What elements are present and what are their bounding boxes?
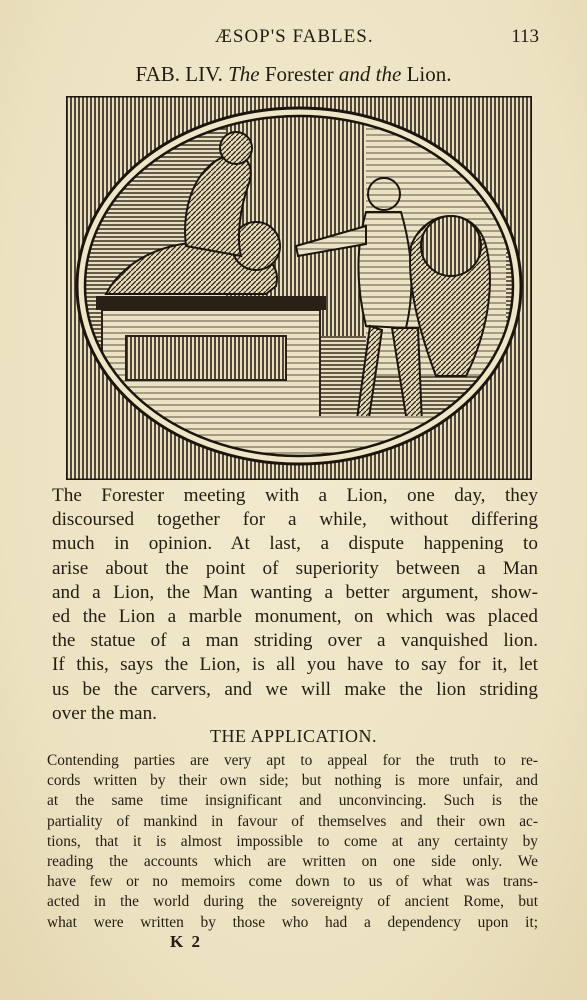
- application-line: Contending parties are very apt to appeal for the truth to re-: [47, 752, 538, 769]
- application-line: partiality of mankind in favour of themselves and their own ac-: [47, 812, 538, 830]
- body-line: us be the carvers, and we will make the lion striding: [52, 678, 538, 700]
- body-line: arise about the point of superiority between a Man: [52, 557, 538, 579]
- fable-title-the: The: [228, 62, 260, 86]
- application-line: tions, that it is almost impossible to come at any certainty by: [47, 832, 538, 850]
- fable-title-and-the: and the: [338, 62, 402, 86]
- body-line: the statue of a man striding over a vanquished lion.: [52, 630, 538, 652]
- body-line: If this, says the Lion, is all you have to say for it, let: [52, 654, 538, 676]
- application-line: reading the accounts which are written on one side only. We: [47, 852, 538, 870]
- application-line: what were written by those who had a dependency upon it;: [47, 913, 538, 931]
- body-line: discoursed together for a while, without differing: [52, 509, 538, 531]
- application-line: have few or no memoirs come down to us of what was trans-: [47, 873, 538, 891]
- body-line: much in opinion. At last, a dispute happening to: [52, 533, 538, 555]
- application-line: cords written by their own side; but nothing is more unfair, and: [47, 772, 538, 790]
- fable-title-lion: Lion.: [406, 62, 452, 86]
- running-head: [0, 26, 587, 50]
- fable-number: FAB. LIV.: [135, 62, 223, 86]
- page-number: 113: [511, 26, 539, 47]
- fable-body: [52, 484, 538, 726]
- signature-mark: K 2: [170, 932, 202, 951]
- woodcut-illustration: [66, 96, 532, 480]
- body-line: over the man.: [52, 702, 157, 724]
- application-body: [47, 751, 538, 933]
- body-line: and a Lion, the Man wanting a better argument, show-: [52, 581, 538, 603]
- fable-title: [0, 62, 587, 87]
- application-line: acted in the world during the sovereignty of ancient Rome, but: [47, 893, 538, 911]
- body-line: ed the Lion a marble monument, on which was placed: [52, 605, 538, 627]
- running-title: ÆSOP'S FABLES.: [215, 26, 374, 47]
- body-line: The Forester meeting with a Lion, one day, they: [52, 485, 538, 506]
- application-heading: THE APPLICATION.: [209, 726, 377, 746]
- application-line: at the same time insignificant and unconvincing. Such is the: [47, 792, 538, 810]
- fable-title-forester: Forester: [264, 62, 334, 86]
